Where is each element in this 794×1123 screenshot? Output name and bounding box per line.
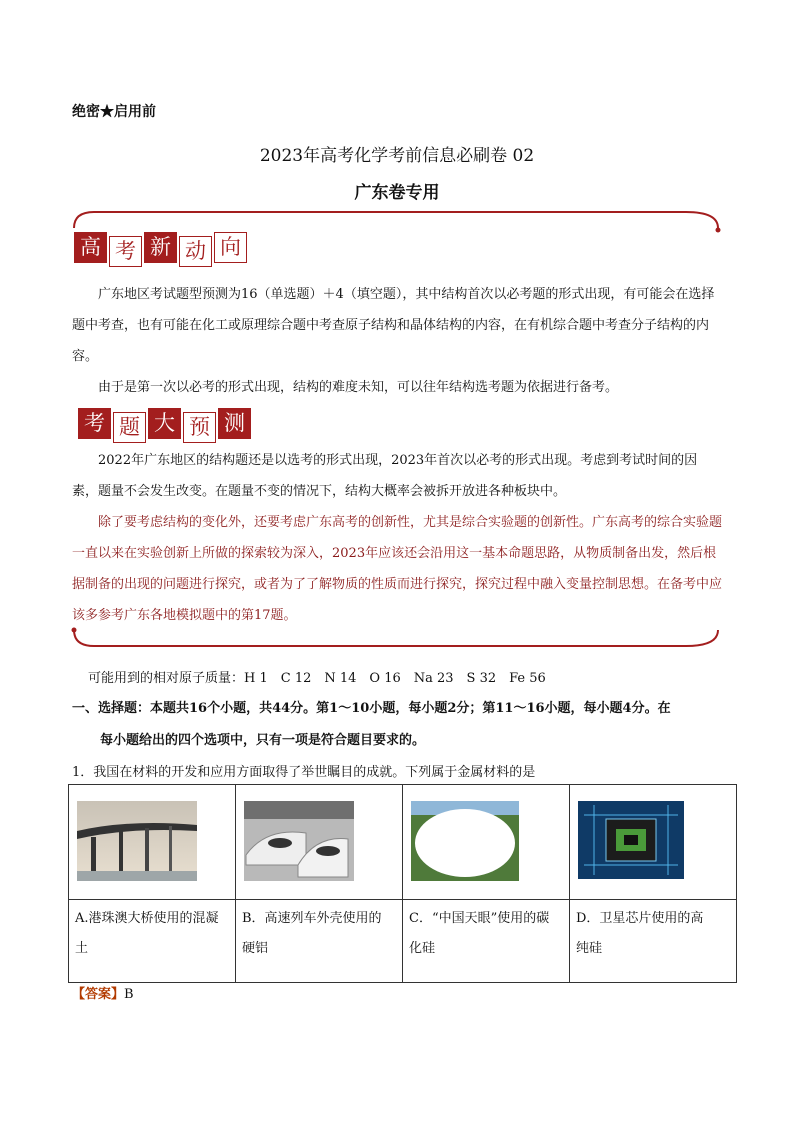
option-b[interactable] <box>236 900 403 983</box>
banner-exam-predictions <box>78 408 253 442</box>
banner-char: 向 <box>214 232 247 263</box>
banner-char: 测 <box>218 408 251 439</box>
option-d-line2: 纯硅 <box>576 941 603 956</box>
high-speed-train-image <box>236 785 402 895</box>
option-c-image-cell <box>403 785 570 900</box>
question1-options-table <box>68 784 737 983</box>
question1-stem: 1．我国在材料的开发和应用方面取得了举世瞩目的成就。下列属于金属材料的是 <box>72 765 536 780</box>
banner-char: 新 <box>144 232 177 263</box>
banner-char: 题 <box>113 412 146 443</box>
option-c-line2: 化硅 <box>409 941 436 956</box>
banner-char: 大 <box>148 408 181 439</box>
option-c-line1: C．“中国天眼”使用的碳 <box>409 911 550 926</box>
bridge-image <box>69 785 235 895</box>
option-a-line1: A.港珠澳大桥使用的混凝 <box>75 911 219 926</box>
option-a[interactable] <box>69 900 236 983</box>
banner-gaokao-new-trends <box>74 232 249 266</box>
fast-telescope-image <box>403 785 569 895</box>
section1-paragraph2: 由于是第一次以必考的形式出现，结构的难度未知，可以往年结构选考题为依据进行备考。 <box>98 380 619 395</box>
option-b-line2: 硬铝 <box>242 941 269 956</box>
answer-label: 【答案】 <box>72 987 125 1002</box>
banner-char: 预 <box>183 412 216 443</box>
option-a-line2: 土 <box>75 941 89 956</box>
option-b-image-cell <box>236 785 403 900</box>
section2-paragraph2: 除了要考虑结构的变化外，还要考虑广东高考的创新性，尤其是综合实验题的创新性。广东高考的综合实验题一直以来在实验创新上所做的探索较为深入，2023年应该还会沿用这一基本命题思路，从物质制备出发，然后根据制备的出现的问题进行探究，或者为了了解物质的性质而进行探究，探究过程中融入变量控制思想。在备考中应该多参考广东各地模拟题中的第17题。 <box>72 515 723 623</box>
option-d-line1: D．卫星芯片使用的高 <box>576 911 704 926</box>
option-d[interactable] <box>570 900 737 983</box>
option-a-image-cell <box>69 785 236 900</box>
decorative-frame-bottom <box>66 626 730 652</box>
option-b-line1: B．高速列车外壳使用的 <box>242 911 382 926</box>
part1-instructions-line2: 每小题给出的四个选项中，只有一项是符合题目要求的。 <box>100 733 426 748</box>
option-c[interactable] <box>403 900 570 983</box>
banner-char: 高 <box>74 232 107 263</box>
answer-value: B <box>124 987 134 1002</box>
page-subtitle: 广东卷专用 <box>354 183 440 203</box>
page-title: 2023年高考化学考前信息必刷卷 02 <box>259 146 535 166</box>
banner-char: 考 <box>78 408 111 439</box>
chip-image <box>570 785 736 895</box>
question1-answer <box>72 983 134 1002</box>
section2-paragraph1: 2022年广东地区的结构题还是以选考的形式出现，2023年首次以必考的形式出现。考虑到考试时间的因素，题量不会发生改变。在题量不变的情况下，结构大概率会被拆开放进各种板块中。 <box>72 453 698 499</box>
section1-paragraph1: 广东地区考试题型预测为16（单选题）＋4（填空题），其中结构首次以必考题的形式出现，有可能会在选择题中考查，也有可能在化工或原理综合题中考查原子结构和晶体结构的内容，在有机综合题中考查分子结构的内容。 <box>72 287 715 364</box>
confidential-mark: 绝密★启用前 <box>72 104 156 120</box>
option-d-image-cell <box>570 785 737 900</box>
part1-instructions-line1: 一、选择题：本题共16个小题，共44分。第1～10小题，每小题2分；第11～16小题，每小题4分。在 <box>72 701 671 716</box>
relative-atomic-masses: 可能用到的相对原子质量：H 1 C 12 N 14 O 16 Na 23 S 32 Fe 56 <box>88 671 546 686</box>
banner-char: 动 <box>179 236 212 267</box>
banner-char: 考 <box>109 236 142 267</box>
